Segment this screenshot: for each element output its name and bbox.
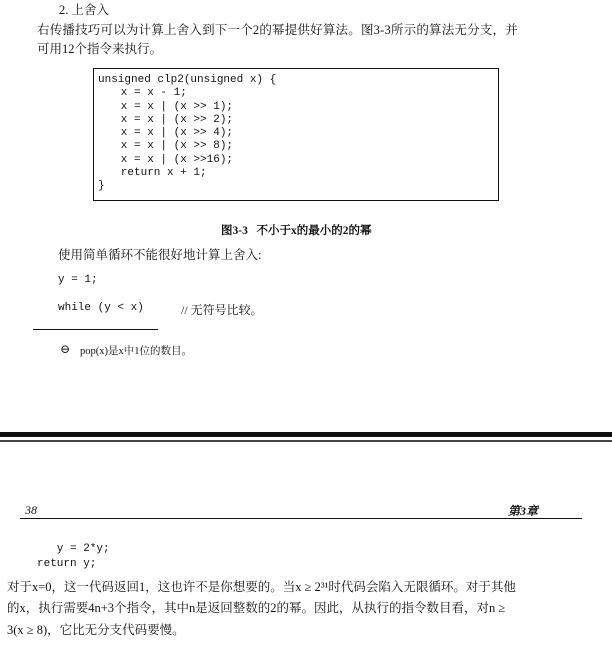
loop-intro-text: 使用简单循环不能很好地计算上舍入: xyxy=(58,248,262,262)
code-line: x = x | (x >> 2); xyxy=(101,113,234,126)
header-rule xyxy=(20,518,582,519)
loop-code-line-2: while (y < x) xyxy=(58,302,144,314)
continued-code-line-1: y = 2*y; xyxy=(37,543,110,555)
section-heading: 2. 上舍入 xyxy=(59,3,110,17)
page-break-bar-bottom xyxy=(0,440,612,442)
code-line: unsigned clp2(unsigned x) { xyxy=(98,74,277,86)
page-break-bar-top xyxy=(0,432,612,437)
code-line: x = x | (x >>16); xyxy=(101,153,234,166)
code-listing-box xyxy=(93,68,499,201)
loop-code-line-1: y = 1; xyxy=(58,274,98,286)
continued-code-line-2: return y; xyxy=(37,558,97,570)
intro-paragraph-line-2: 可用12个指令来执行。 xyxy=(37,42,163,56)
chapter-label: 第3章 xyxy=(508,504,539,518)
loop-code-comment: // 无符号比较。 xyxy=(181,303,263,317)
code-line: return x + 1; xyxy=(101,167,207,180)
code-line: x = x | (x >> 1); xyxy=(101,100,234,113)
body-paragraph-line-2: 的x，执行需要4n+3个指令，其中n是返回整数的2的幂。因此，从执行的指令数目看，对n ≥ xyxy=(7,601,506,615)
footnote-symbol: ⊖ xyxy=(60,342,71,356)
intro-paragraph-line-1: 右传播技巧可以为计算上舍入到下一个2的幂提供好算法。图3-3所示的算法无分支，并 xyxy=(37,23,518,37)
code-line: x = x | (x >> 8); xyxy=(101,140,234,153)
code-line: } xyxy=(98,180,105,193)
footnote-separator xyxy=(33,329,158,330)
page-number: 38 xyxy=(25,503,37,517)
code-line: x = x - 1; xyxy=(101,87,187,100)
body-paragraph-line-1: 对于x=0，这一代码返回1，这也许不是你想要的。当x ≥ 2³¹时代码会陷入无限循环。对于其他 xyxy=(7,580,516,594)
code-line: x = x | (x >> 4); xyxy=(101,127,234,140)
figure-caption: 图3-3 不小于x的最小的2的幂 xyxy=(221,225,372,237)
body-paragraph-line-3: 3(x ≥ 8)，它比无分支代码要慢。 xyxy=(7,623,185,637)
footnote-text: pop(x)是x中1位的数目。 xyxy=(80,346,192,357)
